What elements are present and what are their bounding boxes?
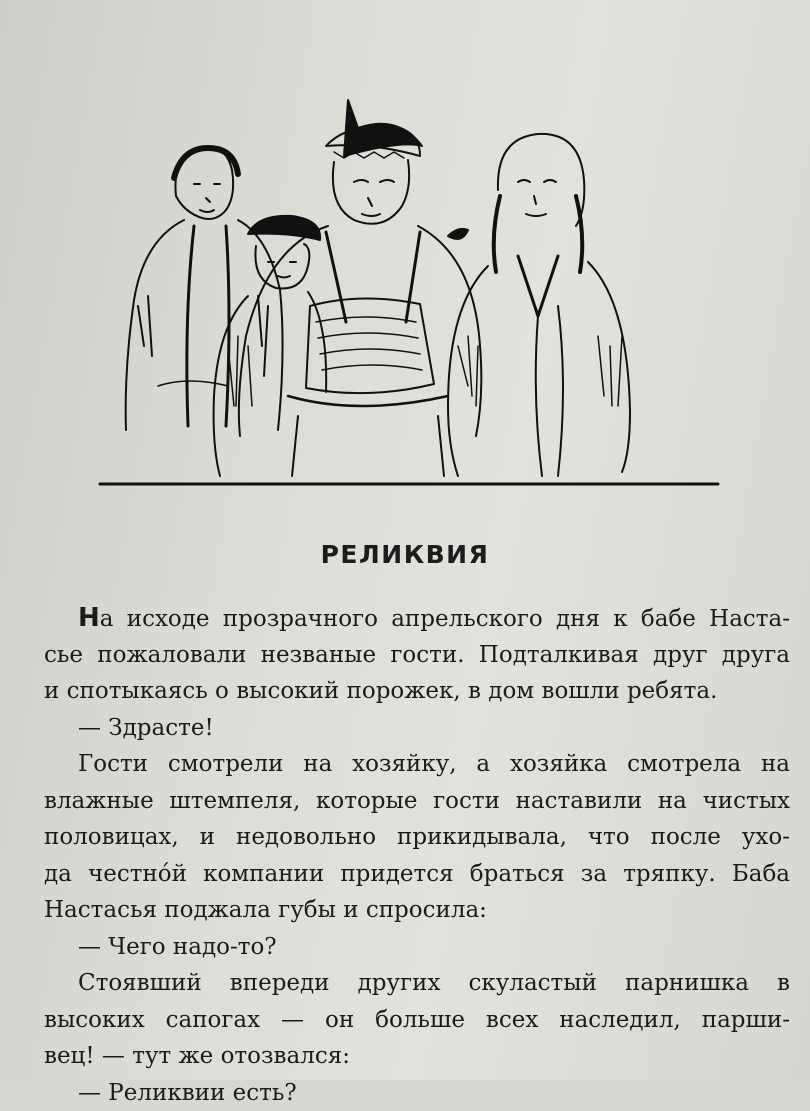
body-line: вец! — тут же отозвался: [44,1038,790,1075]
drop-cap: Н [78,603,100,633]
body-line: половицах, и недовольно прикидывала, что после ухо- [44,819,790,856]
body-line: высоких сапогах — он больше всех наследил, парши- [44,1002,790,1039]
body-line: и спотыкаясь о высокий порожек, в дом вошли ребята. [44,673,790,710]
body-line: да честно́й компании придется браться за тряпку. Баба [44,856,790,893]
body-line: сье пожаловали незваные гости. Подталкивая друг друга [44,637,790,674]
body-line: влажные штемпеля, которые гости наставили на чистых [44,783,790,820]
body-line: Настасья поджала губы и спросила: [44,892,790,929]
body-line: — Здрасте! [44,710,790,747]
body-line: — Реликвии есть? [44,1075,790,1111]
girl-right-figure [448,134,630,476]
children-illustration [98,86,720,490]
body-line: — Чего надо-то? [44,929,790,966]
boy-cap-figure [214,216,327,476]
body-line-text: а исходе прозрачного апрельского дня к бабе Наста- [100,606,790,632]
body-line: Стоявший впереди других скуластый парнишка в [44,965,790,1002]
body-line [44,600,790,637]
children-group-illustration-icon [98,86,720,490]
body-line: Гости смотрели на хозяйку, а хозяйка смотрела на [44,746,790,783]
boy-left-figure [126,147,283,430]
body-text [44,600,790,1111]
chapter-title: РЕЛИКВИЯ [0,540,810,569]
